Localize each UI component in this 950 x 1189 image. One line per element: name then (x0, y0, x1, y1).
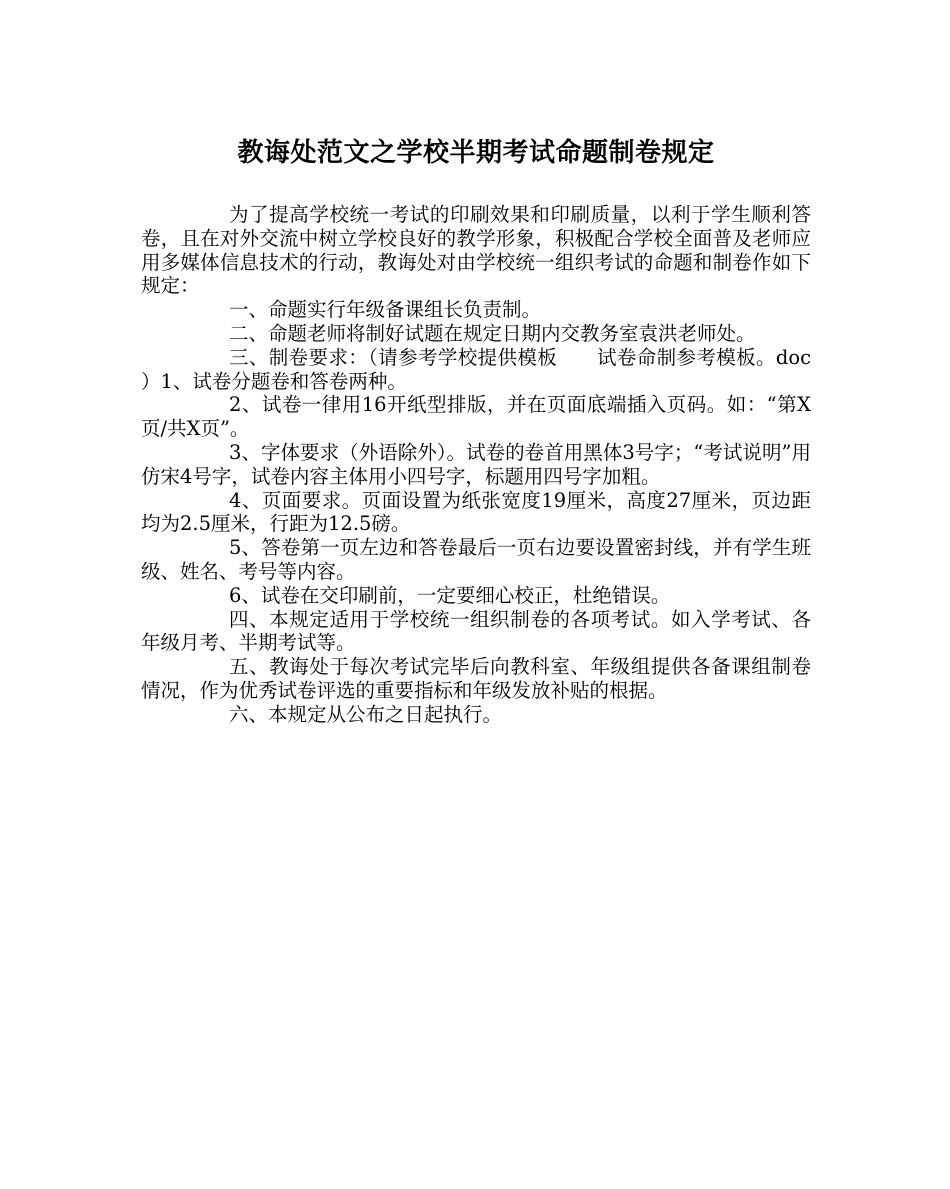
paragraph-rule-5: 五、教诲处于每次考试完毕后向教科室、年级组提供各备课组制卷情况，作为优秀试卷评选的重要指标和年级发放补贴的根据。 (141, 655, 811, 702)
paragraph-rule-6: 六、本规定从公布之日起执行。 (229, 702, 503, 726)
paragraph-rule-1: 一、命题实行年级备课组长负责制。 (229, 298, 542, 322)
paragraph-rule-3-item-6: 6、试卷在交印刷前，一定要细心校正，杜绝错误。 (229, 583, 671, 607)
paragraph-rule-3-item-4: 4、页面要求。页面设置为纸张宽度19厘米，高度27厘米，页边距均为2.5厘米，行距为12.5磅。 (141, 488, 811, 536)
paragraph-rule-3-item-2: 2、试卷一律用16开纸型排版，并在页面底端插入页码。如：“第X页/共X页”。 (141, 393, 811, 441)
paragraph-rule-3-item-5: 5、答卷第一页左边和答卷最后一页右边要设置密封线，并有学生班级、姓名、考号等内容。 (141, 536, 811, 583)
paragraph-rule-3-item-3: 3、字体要求（外语除外）。试卷的卷首用黑体3号字；“考试说明”用仿宋4号字，试卷内容主体用小四号字，标题用四号字加粗。 (141, 440, 811, 488)
paragraph-intro: 为了提高学校统一考试的印刷效果和印刷质量，以利于学生顺利答卷，且在对外交流中树立学校良好的教学形象，积极配合学校全面普及老师应用多媒体信息技术的行动，教诲处对由学校统一组织考试的命题和制卷作如下规定： (141, 203, 811, 298)
paragraph-rule-3: 三、制卷要求：（请参考学校提供模板 试卷命制参考模板。doc ）1、试卷分题卷和答卷两种。 (141, 345, 811, 393)
document-title: 教诲处范文之学校半期考试命题制卷规定 (237, 138, 715, 168)
paragraph-rule-2: 二、命题老师将制好试题在规定日期内交教务室袁洪老师处。 (229, 321, 756, 345)
document-body (141, 203, 811, 727)
document-page (141, 0, 811, 727)
paragraph-rule-4: 四、本规定适用于学校统一组织制卷的各项考试。如入学考试、各年级月考、半期考试等。 (141, 607, 811, 655)
